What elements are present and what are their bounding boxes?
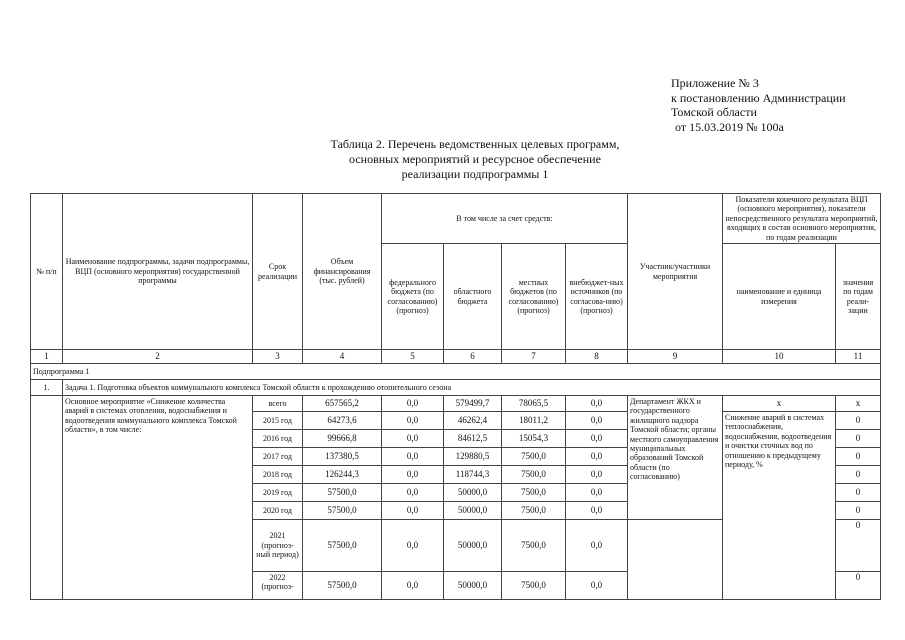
indicator-value-cell: x bbox=[836, 396, 881, 412]
regional-cell: 129880,5 bbox=[444, 448, 502, 466]
local-cell: 7500,0 bbox=[502, 484, 566, 502]
header-num: № п/п bbox=[31, 194, 63, 350]
subprogram-row: Подпрограмма 1 bbox=[31, 364, 881, 380]
title-line-3: реализации подпрограммы 1 bbox=[401, 167, 549, 181]
regional-cell: 50000,0 bbox=[444, 502, 502, 520]
regional-cell: 50000,0 bbox=[444, 572, 502, 600]
indicator-value-cell: 0 bbox=[836, 448, 881, 466]
indicator-value-cell: 0 bbox=[836, 430, 881, 448]
period-cell: 2018 год bbox=[253, 466, 303, 484]
local-cell: 15054,3 bbox=[502, 430, 566, 448]
extra-cell: 0,0 bbox=[566, 466, 628, 484]
annex-line-1: Приложение № 3 bbox=[671, 76, 759, 90]
title-line-2: основных мероприятий и ресурсное обеспечение bbox=[349, 152, 601, 166]
col-number: 3 bbox=[253, 350, 303, 364]
federal-cell: 0,0 bbox=[382, 502, 444, 520]
federal-cell: 0,0 bbox=[382, 466, 444, 484]
annex-line-4: от 15.03.2019 № 100а bbox=[675, 119, 784, 134]
period-cell: 2017 год bbox=[253, 448, 303, 466]
header-participant: Участник/участники мероприятия bbox=[628, 194, 723, 350]
header-ind-value: значения по годам реали-зации bbox=[836, 244, 881, 350]
header-federal: федерального бюджета (по согласованию) (прогноз) bbox=[382, 244, 444, 350]
indicator-value-cell: 0 bbox=[836, 412, 881, 430]
federal-cell: 0,0 bbox=[382, 520, 444, 572]
annex-block bbox=[671, 76, 846, 134]
col-number: 5 bbox=[382, 350, 444, 364]
volume-cell: 99666,8 bbox=[303, 430, 382, 448]
local-cell: 7500,0 bbox=[502, 466, 566, 484]
federal-cell: 0,0 bbox=[382, 572, 444, 600]
measure-num-cell bbox=[31, 396, 63, 600]
regional-cell: 46262,4 bbox=[444, 412, 502, 430]
volume-cell: 57500,0 bbox=[303, 572, 382, 600]
participant-cell: Департамент ЖКХ и государственного жилищного надзора Томской области; органы местного самоуправления муниципальных образований Томской области (по согласованию) bbox=[628, 396, 723, 520]
volume-cell: 137380,5 bbox=[303, 448, 382, 466]
period-cell: 2021 (прогноз-ный период) bbox=[253, 520, 303, 572]
header-ind-name: наименование и единица измерения bbox=[723, 244, 836, 350]
col-number: 9 bbox=[628, 350, 723, 364]
measure-name: Основное мероприятие «Снижение количества аварий в системах отопления, водоснабжения и водоотведения коммунального комплекса Томской области», в том числе: bbox=[63, 396, 253, 600]
volume-cell: 57500,0 bbox=[303, 502, 382, 520]
extra-cell: 0,0 bbox=[566, 502, 628, 520]
local-cell: 7500,0 bbox=[502, 520, 566, 572]
federal-cell: 0,0 bbox=[382, 396, 444, 412]
volume-cell: 57500,0 bbox=[303, 484, 382, 502]
title-line-1: Таблица 2. Перечень ведомственных целевых программ, bbox=[330, 137, 620, 151]
extra-cell: 0,0 bbox=[566, 572, 628, 600]
col-number: 4 bbox=[303, 350, 382, 364]
federal-cell: 0,0 bbox=[382, 430, 444, 448]
extra-cell: 0,0 bbox=[566, 484, 628, 502]
federal-cell: 0,0 bbox=[382, 484, 444, 502]
table-title bbox=[300, 137, 650, 182]
header-sources: В том числе за счет средств: bbox=[382, 194, 628, 244]
indicator-description: Снижение аварий в системах теплоснабжения, водоснабжения, водоотведения и очистки сточных вод по отношению к предыдущему периоду, % bbox=[723, 412, 836, 600]
extra-cell: 0,0 bbox=[566, 448, 628, 466]
annex-line-3: Томской области bbox=[671, 105, 757, 119]
extra-cell: 0,0 bbox=[566, 430, 628, 448]
participant-empty-cell bbox=[628, 520, 723, 600]
indicator-value-cell: 0 bbox=[836, 572, 881, 600]
period-cell: 2020 год bbox=[253, 502, 303, 520]
local-cell: 78065,5 bbox=[502, 396, 566, 412]
indicator-value-cell: 0 bbox=[836, 466, 881, 484]
regional-cell: 50000,0 bbox=[444, 484, 502, 502]
col-number: 8 bbox=[566, 350, 628, 364]
period-cell: 2022 (прогноз- bbox=[253, 572, 303, 600]
volume-cell: 57500,0 bbox=[303, 520, 382, 572]
regional-cell: 118744,3 bbox=[444, 466, 502, 484]
federal-cell: 0,0 bbox=[382, 412, 444, 430]
task-text: Задача 1. Подготовка объектов коммунального комплекса Томской области к прохождению отопительного сезона bbox=[63, 380, 881, 396]
task-num: 1. bbox=[31, 380, 63, 396]
federal-cell: 0,0 bbox=[382, 448, 444, 466]
extra-cell: 0,0 bbox=[566, 396, 628, 412]
local-cell: 18011,2 bbox=[502, 412, 566, 430]
header-volume: Объем финансирования (тыс. рублей) bbox=[303, 194, 382, 350]
indicator-name-cell: x bbox=[723, 396, 836, 412]
program-table bbox=[30, 193, 881, 600]
header-local: местных бюджетов (по согласованию) (прогноз) bbox=[502, 244, 566, 350]
period-cell: 2015 год bbox=[253, 412, 303, 430]
indicator-value-cell: 0 bbox=[836, 502, 881, 520]
col-number: 2 bbox=[63, 350, 253, 364]
col-number: 10 bbox=[723, 350, 836, 364]
extra-cell: 0,0 bbox=[566, 520, 628, 572]
local-cell: 7500,0 bbox=[502, 502, 566, 520]
annex-line-2: к постановлению Администрации bbox=[671, 90, 846, 105]
col-number: 11 bbox=[836, 350, 881, 364]
regional-cell: 84612,5 bbox=[444, 430, 502, 448]
indicator-value-cell: 0 bbox=[836, 520, 881, 572]
volume-cell: 126244,3 bbox=[303, 466, 382, 484]
regional-cell: 50000,0 bbox=[444, 520, 502, 572]
header-indicators: Показатели конечного результата ВЦП (основного мероприятия), показатели непосредственного результата мероприятий, входящих в состав основного мероприятия, по годам реализации bbox=[723, 194, 881, 244]
regional-cell: 579499,7 bbox=[444, 396, 502, 412]
extra-cell: 0,0 bbox=[566, 412, 628, 430]
col-number: 7 bbox=[502, 350, 566, 364]
volume-cell: 64273,6 bbox=[303, 412, 382, 430]
local-cell: 7500,0 bbox=[502, 448, 566, 466]
header-term: Срок реализации bbox=[253, 194, 303, 350]
col-number: 1 bbox=[31, 350, 63, 364]
period-cell: 2016 год bbox=[253, 430, 303, 448]
indicator-value-cell: 0 bbox=[836, 484, 881, 502]
period-cell: 2019 год bbox=[253, 484, 303, 502]
local-cell: 7500,0 bbox=[502, 572, 566, 600]
volume-cell: 657565,2 bbox=[303, 396, 382, 412]
header-name: Наименование подпрограммы, задачи подпрограммы, ВЦП (основного мероприятия) государственной программы bbox=[63, 194, 253, 350]
period-cell: всего bbox=[253, 396, 303, 412]
col-number: 6 bbox=[444, 350, 502, 364]
header-extra: внебюджет-ных источников (по согласова-нию) (прогноз) bbox=[566, 244, 628, 350]
header-regional: областного бюджета bbox=[444, 244, 502, 350]
